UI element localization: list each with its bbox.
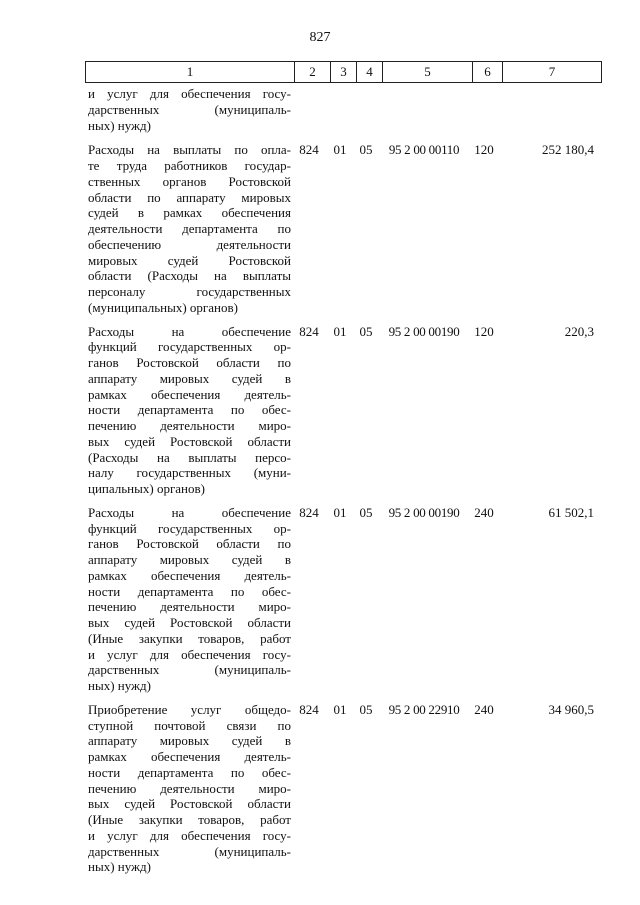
description-line: области (Расходы на выплаты bbox=[88, 268, 291, 284]
description-line: аппарату мировых судей в bbox=[88, 733, 291, 749]
page-number: 827 bbox=[309, 30, 331, 45]
description-line: печению деятельности миро- bbox=[88, 780, 291, 796]
row-ministry-code: 824 bbox=[299, 323, 319, 339]
description-line: ных) нужд) bbox=[88, 859, 151, 875]
description-line: те труда работников государ- bbox=[88, 158, 291, 173]
header-col-7: 7 bbox=[503, 62, 602, 83]
description-line: дарственных (муниципаль- bbox=[88, 101, 291, 117]
description-line: (Расходы на выплаты персо- bbox=[88, 449, 291, 465]
description-line: Расходы на выплаты по опла- bbox=[88, 142, 291, 158]
description-line: персоналу государственных bbox=[88, 284, 291, 299]
row-target-item-code: 95 2 00 00110 bbox=[388, 142, 460, 158]
description-line: и услуг для обеспечения госу- bbox=[88, 827, 291, 843]
description-line: деятельности департамента по bbox=[88, 221, 291, 236]
description-line: (муниципальных) органов) bbox=[88, 299, 238, 315]
header-col-5: 5 bbox=[383, 62, 473, 83]
description-line: ганов Ростовской области по bbox=[88, 355, 291, 370]
description-line: (Иные закупки товаров, работ bbox=[88, 812, 291, 827]
row-target-item-code: 95 2 00 00190 bbox=[388, 323, 460, 339]
description-line: дарственных (муниципаль- bbox=[88, 662, 291, 678]
row-description bbox=[85, 142, 291, 315]
description-line: судей в рамках обеспечения bbox=[88, 205, 291, 221]
table-row bbox=[85, 324, 601, 497]
row-expense-type-code: 240 bbox=[474, 701, 494, 717]
header-col-6: 6 bbox=[473, 62, 503, 83]
description-line: вых судей Ростовской области bbox=[88, 433, 291, 449]
table-header bbox=[85, 61, 602, 83]
row-ministry-code: 824 bbox=[299, 701, 319, 717]
table-row bbox=[85, 702, 601, 875]
description-line: вых судей Ростовской области bbox=[88, 796, 291, 812]
header-col-1: 1 bbox=[86, 62, 295, 83]
description-line: ципальных) органов) bbox=[88, 481, 205, 496]
description-line: функций государственных ор- bbox=[88, 339, 291, 355]
description-line: ственных органов Ростовской bbox=[88, 173, 291, 189]
description-line: мировых судей Ростовской bbox=[88, 252, 291, 268]
row-amount: 34 960,5 bbox=[548, 701, 594, 717]
description-line: ности департамента по обес- bbox=[88, 402, 291, 418]
description-line: ности департамента по обес- bbox=[88, 583, 291, 599]
row-description bbox=[85, 702, 291, 875]
row-amount: 220,3 bbox=[564, 323, 594, 339]
table-row bbox=[85, 505, 601, 694]
header-col-3: 3 bbox=[331, 62, 357, 83]
header-col-4: 4 bbox=[357, 62, 383, 83]
row-section-code: 01 bbox=[333, 504, 347, 520]
description-line: вых судей Ростовской области bbox=[88, 615, 291, 630]
description-line: печению деятельности миро- bbox=[88, 599, 291, 615]
description-line: Расходы на обеспечение bbox=[88, 323, 291, 339]
row-subsection-code: 05 bbox=[359, 701, 373, 717]
description-line: ных) нужд) bbox=[88, 117, 151, 133]
row-expense-type-code: 120 bbox=[474, 142, 494, 158]
description-line: области по аппарату мировых bbox=[88, 189, 291, 205]
table-body bbox=[85, 86, 601, 883]
description-line: (Иные закупки товаров, работ bbox=[88, 630, 291, 646]
row-ministry-code: 824 bbox=[299, 142, 319, 158]
description-line: рамках обеспечения деятель- bbox=[88, 386, 291, 402]
row-section-code: 01 bbox=[333, 323, 347, 339]
description-line: и услуг для обеспечения госу- bbox=[88, 646, 291, 662]
row-description bbox=[85, 86, 291, 133]
row-subsection-code: 05 bbox=[359, 142, 373, 158]
description-line: печению деятельности миро- bbox=[88, 418, 291, 433]
description-line: налу государственных (муни- bbox=[88, 465, 291, 481]
description-line: рамках обеспечения деятель- bbox=[88, 567, 291, 583]
description-line: функций государственных ор- bbox=[88, 520, 291, 536]
description-line: аппарату мировых судей в bbox=[88, 552, 291, 567]
table-row bbox=[85, 142, 601, 315]
description-line: обеспечению деятельности bbox=[88, 236, 291, 252]
description-line: рамках обеспечения деятель- bbox=[88, 749, 291, 764]
description-line: ступной почтовой связи по bbox=[88, 717, 291, 733]
description-line: ных) нужд) bbox=[88, 678, 151, 693]
row-section-code: 01 bbox=[333, 701, 347, 717]
row-section-code: 01 bbox=[333, 142, 347, 158]
description-line: ности департамента по обес- bbox=[88, 764, 291, 780]
description-line: аппарату мировых судей в bbox=[88, 370, 291, 386]
row-amount: 61 502,1 bbox=[548, 504, 594, 520]
row-expense-type-code: 240 bbox=[474, 504, 494, 520]
description-line: Приобретение услуг общедо- bbox=[88, 701, 291, 717]
row-target-item-code: 95 2 00 00190 bbox=[388, 504, 460, 520]
header-col-2: 2 bbox=[295, 62, 331, 83]
row-target-item-code: 95 2 00 22910 bbox=[388, 701, 460, 717]
description-line: Расходы на обеспечение bbox=[88, 504, 291, 520]
description-line: и услуг для обеспечения госу- bbox=[88, 86, 291, 101]
description-line: дарственных (муниципаль- bbox=[88, 843, 291, 859]
description-line: ганов Ростовской области по bbox=[88, 536, 291, 552]
row-subsection-code: 05 bbox=[359, 504, 373, 520]
row-expense-type-code: 120 bbox=[474, 323, 494, 339]
row-ministry-code: 824 bbox=[299, 504, 319, 520]
row-description bbox=[85, 505, 291, 694]
row-description bbox=[85, 324, 291, 497]
row-subsection-code: 05 bbox=[359, 323, 373, 339]
row-amount: 252 180,4 bbox=[542, 142, 594, 158]
table-row bbox=[85, 86, 601, 133]
